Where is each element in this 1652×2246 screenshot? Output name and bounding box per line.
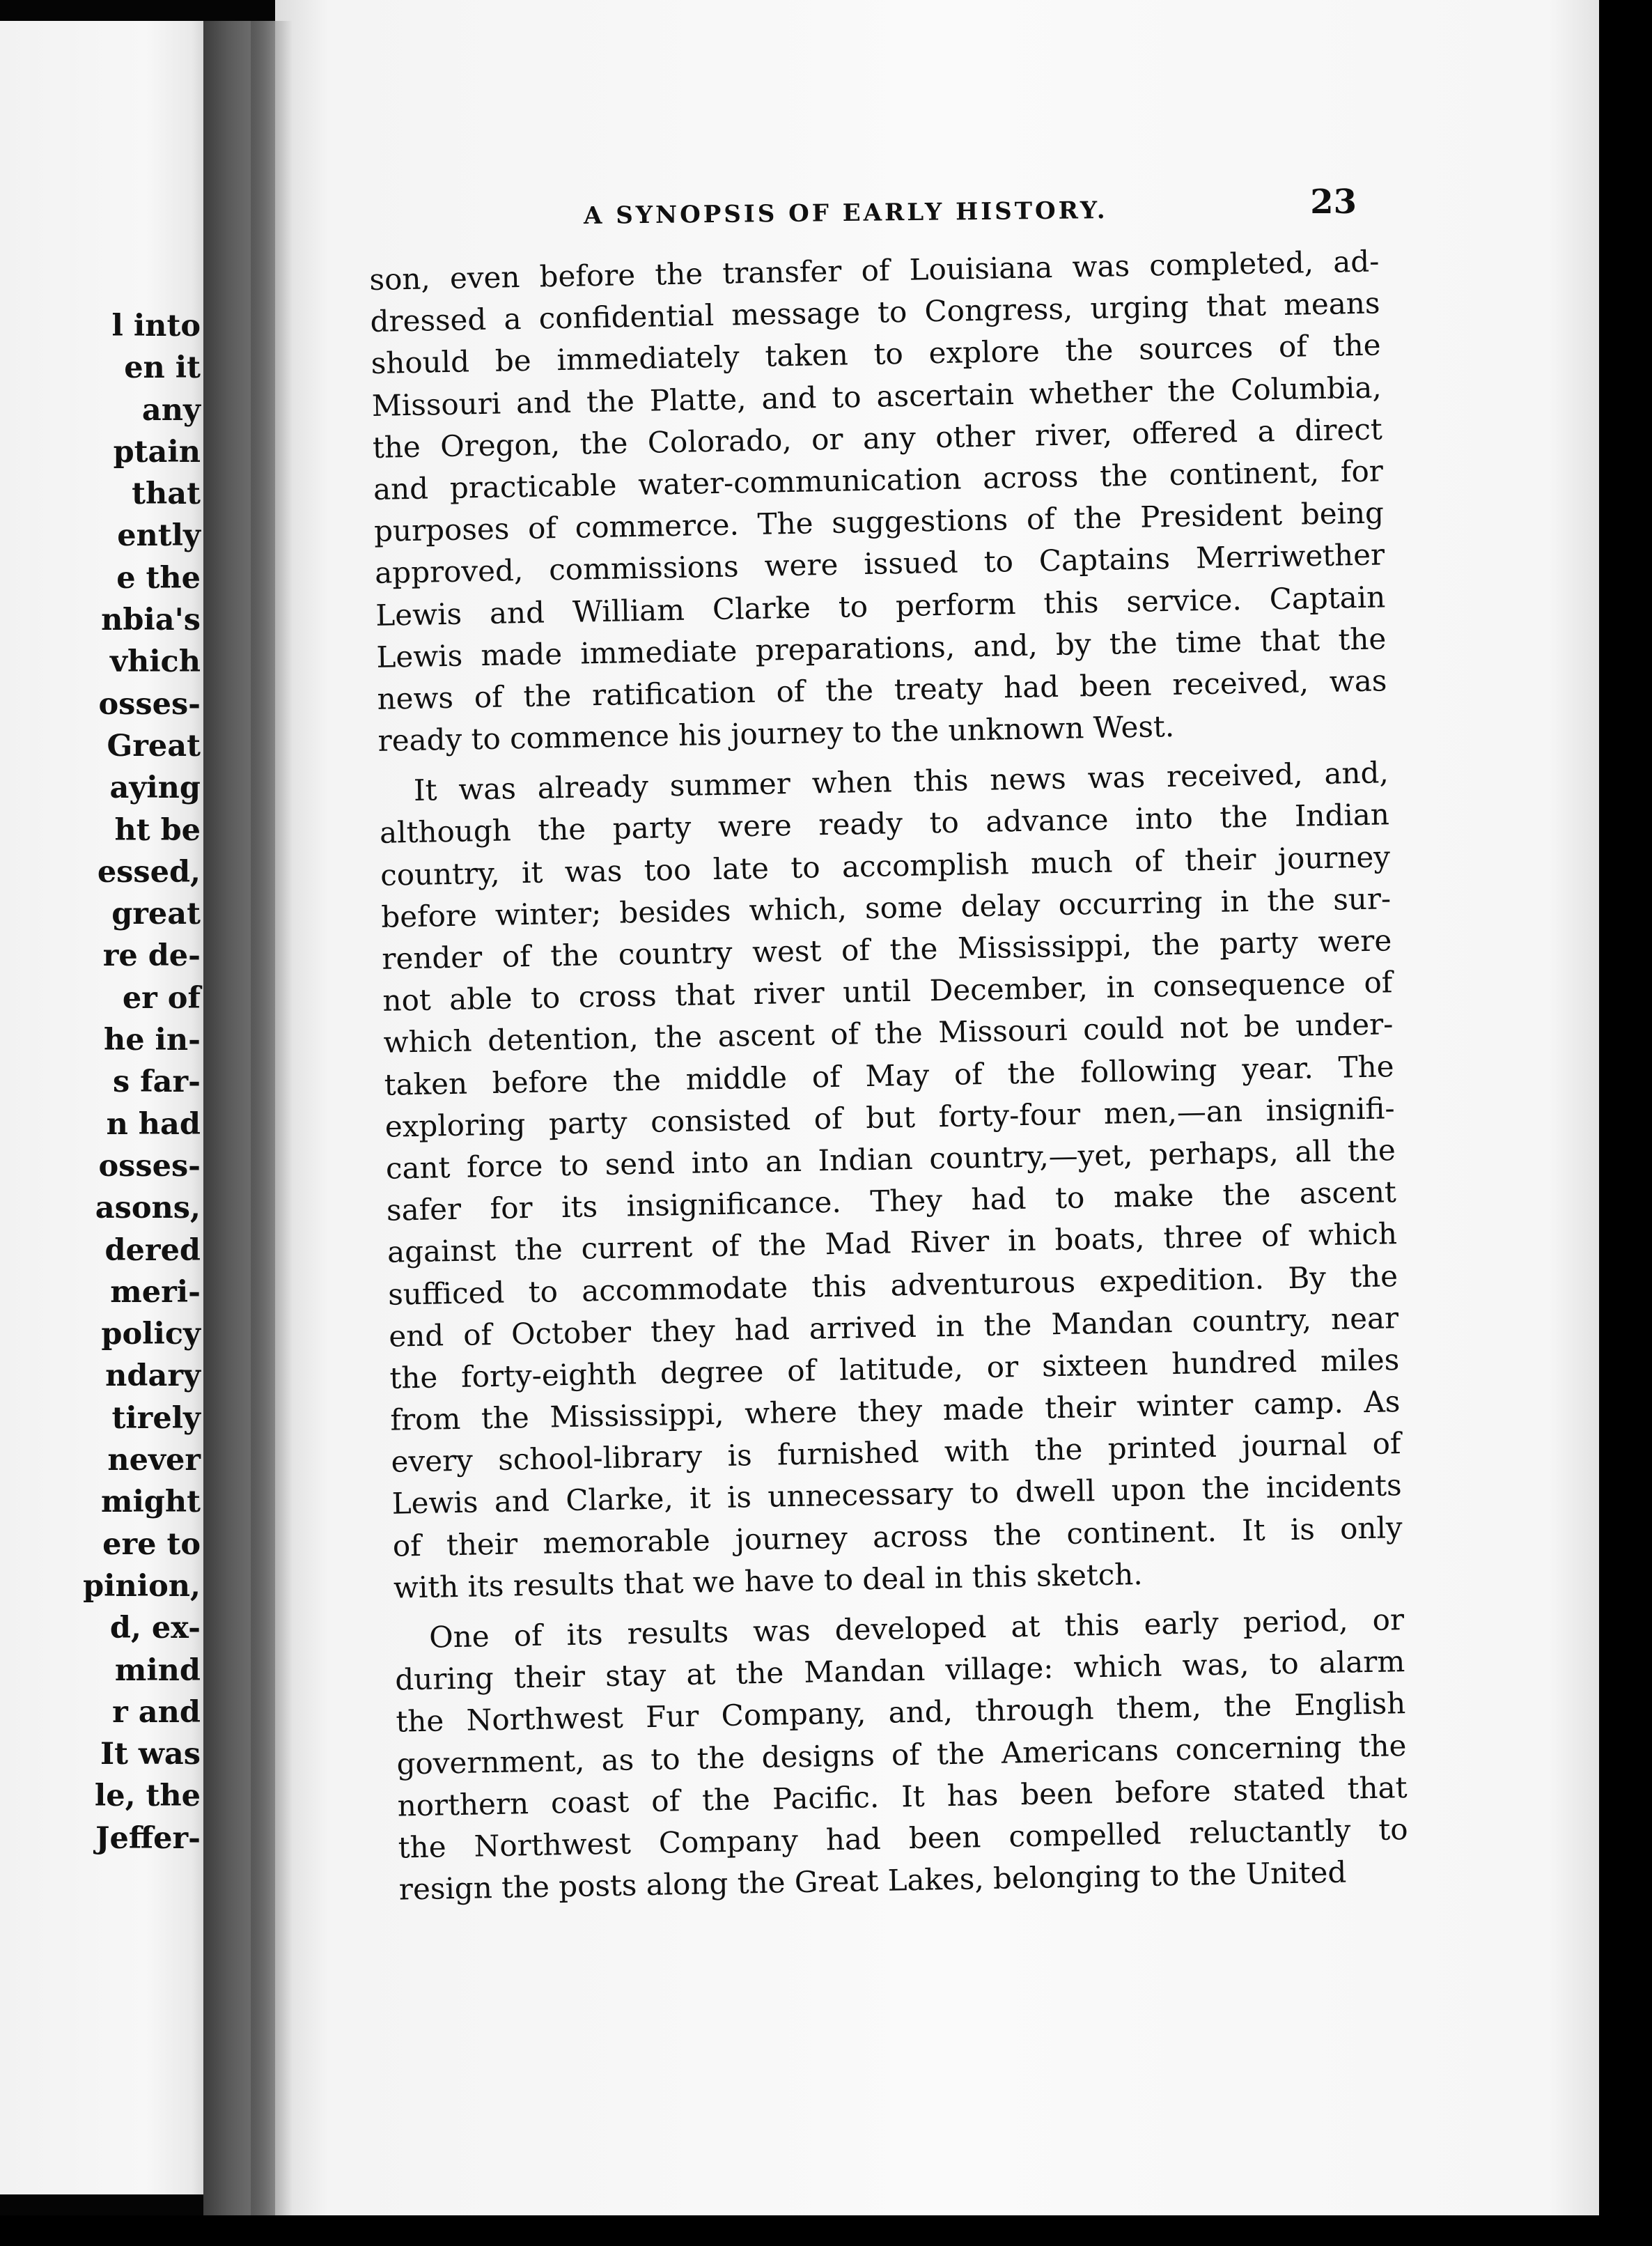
- text-line: not able to cross that river until December, in consequence of: [382, 965, 1393, 1019]
- text-line: exploring party consisted of but forty-four men,—an insignifi-: [384, 1090, 1396, 1144]
- text-line: safer for its insignificance. They had to make the ascent: [386, 1175, 1397, 1227]
- left-page-fragment: tirely: [111, 1400, 201, 1436]
- left-page-edge: [0, 21, 209, 2194]
- left-page-fragment: ptain: [113, 434, 201, 470]
- page-header: [563, 183, 1357, 231]
- text-line: Lewis and Clarke, it is unnecessary to dwell upon the incidents: [391, 1468, 1402, 1521]
- left-page-fragment: It was: [100, 1737, 201, 1772]
- scan-border-bottom: [0, 2215, 1652, 2246]
- left-page-fragment: n had: [106, 1106, 201, 1142]
- text-line: end of October they had arrived in the Mandan country, near: [388, 1300, 1399, 1354]
- left-page-fragment: Great: [107, 728, 201, 764]
- left-page-fragment: mind: [114, 1652, 201, 1688]
- text-line: render of the country west of the Mississippi, the party were: [381, 923, 1392, 976]
- text-line: government, as to the designs of the Americans concerning the: [396, 1728, 1407, 1781]
- text-line: approved, commissions were issued to Captains Merriwether: [374, 537, 1385, 591]
- text-line: and practicable water-communication across the continent, for: [373, 454, 1384, 506]
- text-line: Missouri and the Platte, and to ascertain whether the Columbia,: [371, 369, 1382, 423]
- left-page-fragment: never: [107, 1443, 201, 1478]
- text-line: news of the ratification of the treaty had been received, was: [377, 663, 1387, 716]
- left-page-fragment: that: [132, 477, 201, 512]
- text-line: northern coast of the Pacific. It has been before stated that: [397, 1769, 1408, 1823]
- left-page-fragment: vhich: [109, 644, 201, 680]
- left-page-fragment: osses-: [98, 686, 201, 722]
- text-line: It was already summer when this news was received, and,: [413, 755, 1389, 808]
- paragraph: [394, 1599, 1409, 1911]
- left-page-fragment: Jeffer-: [95, 1820, 201, 1856]
- text-line: son, even before the transfer of Louisiana was completed, ad-: [369, 244, 1380, 297]
- gutter-shadow: [251, 21, 293, 2215]
- left-page-fragment: he in-: [103, 1023, 201, 1058]
- page-number: 23: [1310, 183, 1357, 222]
- left-page-fragment: ht be: [114, 812, 201, 848]
- text-line: the forty-eighth degree of latitude, or sixteen hundred miles: [389, 1342, 1400, 1395]
- text-line: the Northwest Fur Company, and, through them, the English: [396, 1686, 1406, 1740]
- scan-border-right: [1599, 0, 1652, 2246]
- text-line: although the party were ready to advance into the Indian: [379, 797, 1390, 851]
- text-line: resign the posts along the Great Lakes, belonging to the United: [398, 1854, 1347, 1907]
- text-line: with its results that we have to deal in this sketch.: [393, 1556, 1144, 1605]
- text-line: taken before the middle of May of the following year. The: [384, 1048, 1394, 1102]
- text-line: against the current of the Mad River in boats, three of which: [387, 1216, 1398, 1270]
- left-page-fragment: dered: [104, 1232, 201, 1268]
- text-line: purposes of commerce. The suggestions of the President being: [373, 495, 1385, 549]
- text-line: country, it was too late to accomplish much of their journey: [380, 839, 1391, 892]
- text-line: dressed a confidential message to Congress, urging that means: [370, 286, 1380, 339]
- left-page-fragment: any: [141, 392, 201, 428]
- left-page-fragment: e the: [116, 560, 201, 596]
- text-line: should be immediately taken to explore the sources of the: [371, 327, 1381, 381]
- text-line: which detention, the ascent of the Missouri could not be under-: [383, 1007, 1394, 1060]
- text-line: Lewis and William Clarke to perform this service. Captain: [375, 579, 1386, 633]
- left-page-fragment: great: [111, 897, 201, 932]
- text-line: during their stay at the Mandan village: which was, to alarm: [394, 1644, 1405, 1697]
- paragraph: [378, 752, 1403, 1609]
- left-page-fragment: asons,: [95, 1191, 201, 1226]
- left-page-fragment: s far-: [112, 1064, 201, 1100]
- text-line: ready to commence his journey to the unknown West.: [377, 708, 1175, 758]
- text-line: the Northwest Company had been compelled reluctantly to: [398, 1811, 1408, 1865]
- left-page-fragment: policy: [101, 1317, 201, 1352]
- left-page-fragment: er of: [122, 980, 201, 1016]
- text-line: sufficed to accommodate this adventurous expedition. By the: [387, 1258, 1398, 1312]
- left-page-fragment: pinion,: [83, 1568, 201, 1604]
- text-line: Lewis made immediate preparations, and, by the time that the: [376, 621, 1387, 674]
- text-line: cant force to send into an Indian country,—yet, perhaps, all the: [385, 1133, 1396, 1186]
- left-page-fragment: l into: [111, 309, 201, 343]
- body-text: [369, 240, 1409, 1910]
- left-page-fragment: meri-: [110, 1274, 201, 1310]
- text-line: the Oregon, the Colorado, or any other river, offered a direct: [372, 412, 1383, 465]
- left-page-fragment: essed,: [97, 854, 201, 890]
- text-line: before winter; besides which, some delay occurring in the sur-: [380, 881, 1392, 934]
- paragraph: [369, 240, 1388, 762]
- left-page-fragment: en it: [124, 350, 201, 386]
- left-page-fragment: re de-: [102, 938, 201, 974]
- text-line: One of its results was developed at this early period, or: [428, 1602, 1405, 1655]
- left-page-fragment: osses-: [98, 1148, 201, 1184]
- left-page-fragment: r and: [112, 1694, 201, 1730]
- running-head: A SYNOPSIS OF EARLY HISTORY.: [583, 196, 1108, 230]
- left-page-fragment: nbia's: [101, 603, 201, 638]
- left-page-fragment: ere to: [102, 1526, 201, 1562]
- left-page-text-fragments: [0, 305, 201, 1859]
- left-page-fragment: le, the: [94, 1779, 201, 1814]
- text-line: every school-library is furnished with the printed journal of: [391, 1426, 1401, 1479]
- text-line: from the Mississippi, where they made their winter camp. As: [390, 1384, 1401, 1437]
- left-page-fragment: ndary: [105, 1358, 201, 1394]
- left-page-fragment: ently: [117, 518, 201, 554]
- left-page-fragment: might: [100, 1485, 201, 1520]
- left-page-fragment: d, ex-: [109, 1611, 201, 1646]
- text-line: of their memorable journey across the continent. It is only: [392, 1510, 1403, 1563]
- left-page-fragment: aying: [109, 770, 201, 806]
